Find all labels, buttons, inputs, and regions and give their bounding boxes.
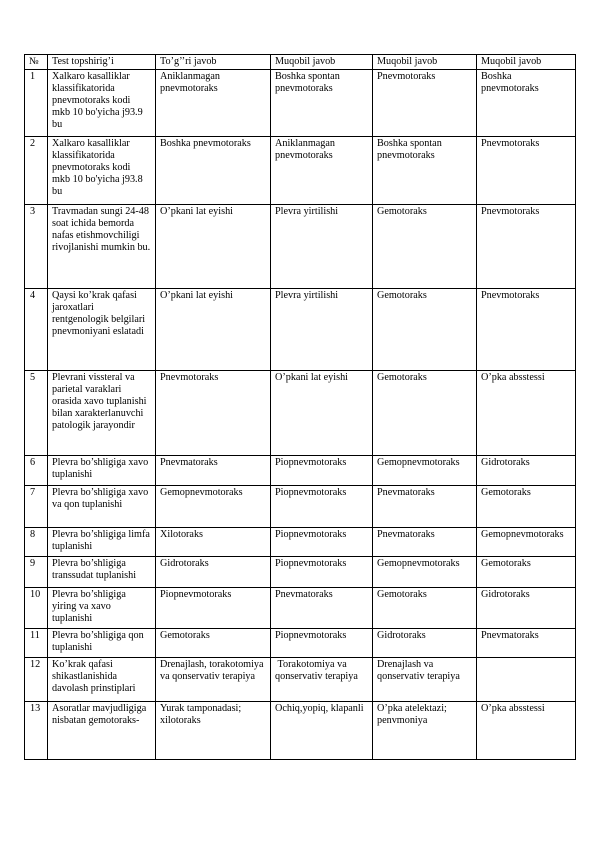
table-row (25, 205, 576, 289)
alternative-cell: Boshka pnevmotoraks (477, 70, 576, 137)
row-number: 11 (25, 629, 48, 658)
correct-answer-cell: Piopnevmotoraks (156, 588, 271, 629)
alternative-cell: O’pka absstessi (477, 702, 576, 760)
row-number: 8 (25, 528, 48, 557)
question-cell: Travmadan sungi 24-48 soat ichida bemorda nafas etishmovchiligi rivojlanishi mumkin bu. (48, 205, 156, 289)
header-correct-answer: To’g’’ri javob (156, 55, 271, 70)
table-row (25, 289, 576, 371)
alternative-cell: Gemotoraks (373, 371, 477, 456)
alternative-cell: Gidrotoraks (477, 456, 576, 486)
correct-answer-cell: O’pkani lat eyishi (156, 289, 271, 371)
alternative-cell: Pnevmotoraks (477, 205, 576, 289)
question-cell: Xalkaro kasalliklar klassifikatorida pnevmotoraks kodi mkb 10 bo'yicha j93.9 bu (48, 70, 156, 137)
correct-answer-cell: Yurak tamponadasi; xilotoraks (156, 702, 271, 760)
alternative-cell: Drenajlash va qonservativ terapiya (373, 658, 477, 702)
alternative-cell: Gemopnevmotoraks (373, 456, 477, 486)
alternative-cell: Gemotoraks (373, 588, 477, 629)
row-number: 1 (25, 70, 48, 137)
alternative-cell: Pnevmatoraks (271, 588, 373, 629)
correct-answer-cell: Xilotoraks (156, 528, 271, 557)
row-number: 3 (25, 205, 48, 289)
alternative-cell: Plevra yirtilishi (271, 205, 373, 289)
row-number: 10 (25, 588, 48, 629)
alternative-cell: O’pkani lat eyishi (271, 371, 373, 456)
question-cell: Plevra bo’shligiga xavo tuplanishi (48, 456, 156, 486)
alternative-cell: Pnevmatoraks (373, 486, 477, 528)
correct-answer-cell: Pnevmatoraks (156, 456, 271, 486)
question-cell: Plevra bo’shligiga yiring va xavo tuplanishi (48, 588, 156, 629)
row-number: 4 (25, 289, 48, 371)
correct-answer-cell: Drenajlash, torakotomiya va qonservativ terapiya (156, 658, 271, 702)
row-number: 5 (25, 371, 48, 456)
alternative-cell: Boshka spontan pnevmotoraks (373, 137, 477, 205)
row-number: 6 (25, 456, 48, 486)
alternative-cell: Pnevmotoraks (373, 70, 477, 137)
header-alternative-2: Muqobil javob (373, 55, 477, 70)
question-cell: Ko’krak qafasi shikastlanishida davolash prinstiplari (48, 658, 156, 702)
correct-answer-cell: Gemotoraks (156, 629, 271, 658)
alternative-cell: Pnevmatoraks (373, 528, 477, 557)
table-header-row (25, 55, 576, 70)
alternative-cell: Ochiq,yopiq, klapanli (271, 702, 373, 760)
table-row (25, 702, 576, 760)
test-table (24, 54, 576, 760)
header-number: № (25, 55, 48, 70)
table-row (25, 456, 576, 486)
alternative-cell: Gemopnevmotoraks (477, 528, 576, 557)
alternative-cell: Gidrotoraks (373, 629, 477, 658)
alternative-cell (477, 658, 576, 702)
table-row (25, 70, 576, 137)
correct-answer-cell: Boshka pnevmotoraks (156, 137, 271, 205)
alternative-cell: Piopnevmotoraks (271, 486, 373, 528)
question-cell: Plevra bo’shligiga qon tuplanishi (48, 629, 156, 658)
header-alternative-3: Muqobil javob (477, 55, 576, 70)
alternative-cell: Gemotoraks (373, 205, 477, 289)
correct-answer-cell: Gemopnevmotoraks (156, 486, 271, 528)
alternative-cell: Gemopnevmotoraks (373, 557, 477, 588)
alternative-cell: Gidrotoraks (477, 588, 576, 629)
question-cell: Plevra bo’shligiga transsudat tuplanishi (48, 557, 156, 588)
alternative-cell: Torakotomiya va qonservativ terapiya (271, 658, 373, 702)
correct-answer-cell: O’pkani lat eyishi (156, 205, 271, 289)
table-row (25, 371, 576, 456)
correct-answer-cell: Gidrotoraks (156, 557, 271, 588)
alternative-cell: Piopnevmotoraks (271, 456, 373, 486)
question-cell: Plevra bo’shligiga xavo va qon tuplanishi (48, 486, 156, 528)
alternative-cell: Piopnevmotoraks (271, 629, 373, 658)
row-number: 7 (25, 486, 48, 528)
table-row (25, 137, 576, 205)
alternative-cell: Plevra yirtilishi (271, 289, 373, 371)
table-row (25, 588, 576, 629)
header-question: Test topshirig’i (48, 55, 156, 70)
row-number: 12 (25, 658, 48, 702)
document-page (24, 54, 575, 760)
alternative-cell: Gemotoraks (373, 289, 477, 371)
alternative-cell: Boshka spontan pnevmotoraks (271, 70, 373, 137)
table-row (25, 486, 576, 528)
alternative-cell: O’pka absstessi (477, 371, 576, 456)
question-cell: Qaysi ko’krak qafasi jaroxatlari rentgenologik belgilari pnevmoniyani eslatadi (48, 289, 156, 371)
correct-answer-cell: Aniklanmagan pnevmotoraks (156, 70, 271, 137)
question-cell: Plevrani vissteral va parietal varaklari orasida xavo tuplanishi bilan xarakterlanuvchi patologik jarayondir (48, 371, 156, 456)
alternative-cell: Aniklanmagan pnevmotoraks (271, 137, 373, 205)
row-number: 9 (25, 557, 48, 588)
correct-answer-cell: Pnevmotoraks (156, 371, 271, 456)
question-cell: Xalkaro kasalliklar klassifikatorida pnevmotoraks kodi mkb 10 bo'yicha j93.8 bu (48, 137, 156, 205)
table-row (25, 557, 576, 588)
alternative-cell: O’pka atelektazi; penvmoniya (373, 702, 477, 760)
row-number: 13 (25, 702, 48, 760)
alternative-cell: Gemotoraks (477, 486, 576, 528)
table-body (25, 70, 576, 760)
row-number: 2 (25, 137, 48, 205)
alternative-cell: Pnevmatoraks (477, 629, 576, 658)
table-row (25, 658, 576, 702)
table-row (25, 629, 576, 658)
header-alternative-1: Muqobil javob (271, 55, 373, 70)
alternative-cell: Pnevmotoraks (477, 137, 576, 205)
question-cell: Asoratlar mavjudligiga nisbatan gemotoraks- (48, 702, 156, 760)
alternative-cell: Piopnevmotoraks (271, 528, 373, 557)
alternative-cell: Pnevmotoraks (477, 289, 576, 371)
question-cell: Plevra bo’shligiga limfa tuplanishi (48, 528, 156, 557)
table-row (25, 528, 576, 557)
alternative-cell: Gemotoraks (477, 557, 576, 588)
alternative-cell: Piopnevmotoraks (271, 557, 373, 588)
